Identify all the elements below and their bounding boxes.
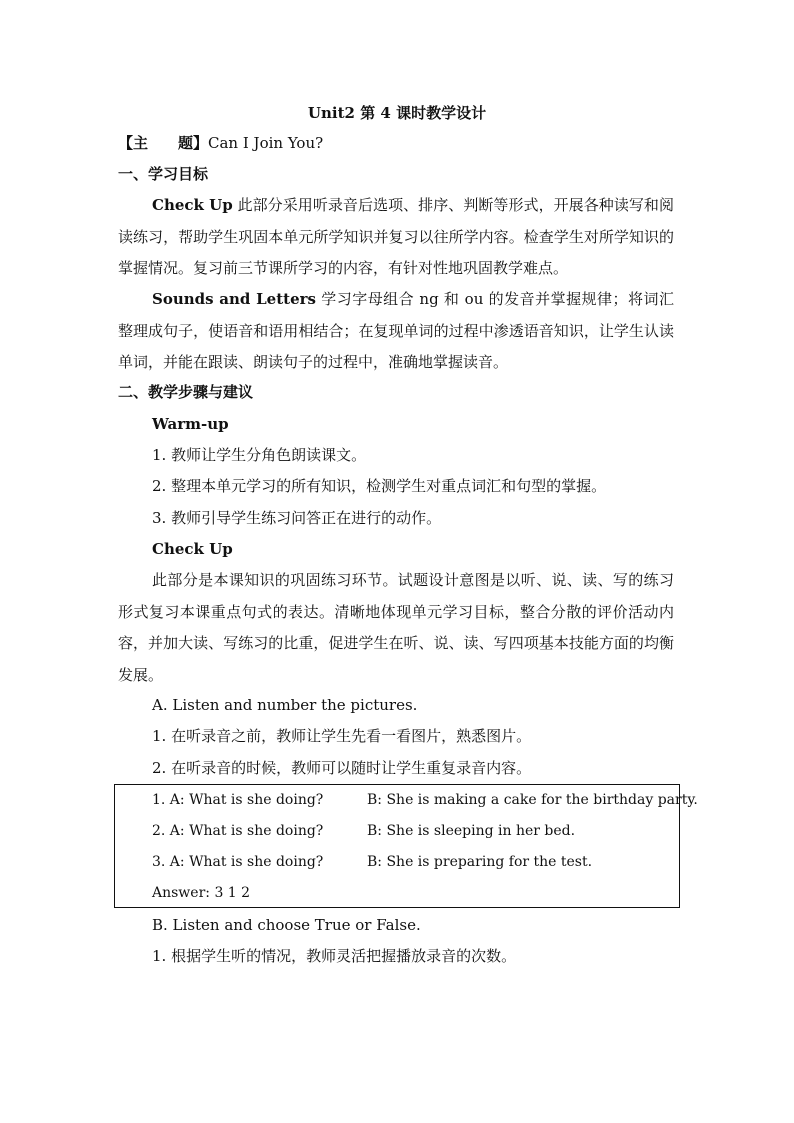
part-a-heading: A. Listen and number the pictures. bbox=[152, 696, 418, 714]
dialogue-answer: B: She is sleeping in her bed. bbox=[367, 823, 576, 839]
section1-heading: 一、学习目标 bbox=[118, 165, 209, 183]
dialogue-question: 3. A: What is she doing? bbox=[152, 854, 324, 870]
dialogue-answer-box bbox=[114, 784, 698, 908]
paragraph-check-up bbox=[118, 190, 674, 285]
answer-key: Answer: 3 1 2 bbox=[152, 885, 251, 901]
warmup-item: 1. 教师让学生分角色朗读课文。 bbox=[152, 446, 367, 464]
topic-label: 【主 题】 bbox=[118, 134, 209, 152]
checkup-heading: Check Up bbox=[152, 540, 233, 558]
section2-heading: 二、教学步骤与建议 bbox=[118, 383, 254, 401]
paragraph-sounds-letters bbox=[118, 284, 674, 379]
warmup-item: 3. 教师引导学生练习问答正在进行的动作。 bbox=[152, 509, 442, 527]
paragraph-check-up-text: 此部分采用听录音后选项、排序、判断等形式，开展各种读写和阅读练习，帮助学生巩固本单元所学知识并复习以往所学内容。检查学生对所学知识的掌握情况。复习前三节课所学习的内容，有针对性地巩固教学难点。 bbox=[118, 196, 674, 277]
paragraph-sounds-letters-text: 学习字母组合 ng 和 ou 的发音并掌握规律；将词汇整理成句子，使语音和语用相结合；在复现单词的过程中渗透语音知识，让学生认读单词，并能在跟读、朗读句子的过程中，准确地掌握读音。 bbox=[118, 290, 675, 371]
paragraph-checkup-description: 此部分是本课知识的巩固练习环节。试题设计意图是以听、说、读、写的练习形式复习本课重点句式的表达。清晰地体现单元学习目标，整合分散的评价活动内容，并加大读、写练习的比重，促进学生在听、说、读、写四项基本技能方面的均衡发展。 bbox=[118, 571, 674, 684]
topic-value: Can I Join You? bbox=[208, 134, 324, 152]
part-b-item: 1. 根据学生听的情况，教师灵活把握播放录音的次数。 bbox=[152, 947, 517, 965]
dialogue-question: 1. A: What is she doing? bbox=[152, 792, 324, 808]
paragraph-check-up-lead: Check Up bbox=[152, 196, 233, 214]
warmup-item: 2. 整理本单元学习的所有知识，检测学生对重点词汇和句型的掌握。 bbox=[152, 477, 607, 495]
paragraph-sounds-letters-lead: Sounds and Letters bbox=[152, 290, 316, 308]
part-b-heading: B. Listen and choose True or False. bbox=[152, 916, 421, 934]
topic-line bbox=[118, 132, 323, 154]
dialogue-answer: B: She is making a cake for the birthday party. bbox=[367, 792, 698, 808]
page-title: Unit2 第 4 课时教学设计 bbox=[307, 104, 487, 122]
part-a-item: 2. 在听录音的时候，教师可以随时让学生重复录音内容。 bbox=[152, 759, 532, 777]
part-a-item: 1. 在听录音之前，教师让学生先看一看图片，熟悉图片。 bbox=[152, 727, 532, 745]
warmup-heading: Warm-up bbox=[152, 415, 229, 433]
dialogue-answer: B: She is preparing for the test. bbox=[367, 854, 593, 870]
dialogue-question: 2. A: What is she doing? bbox=[152, 823, 324, 839]
